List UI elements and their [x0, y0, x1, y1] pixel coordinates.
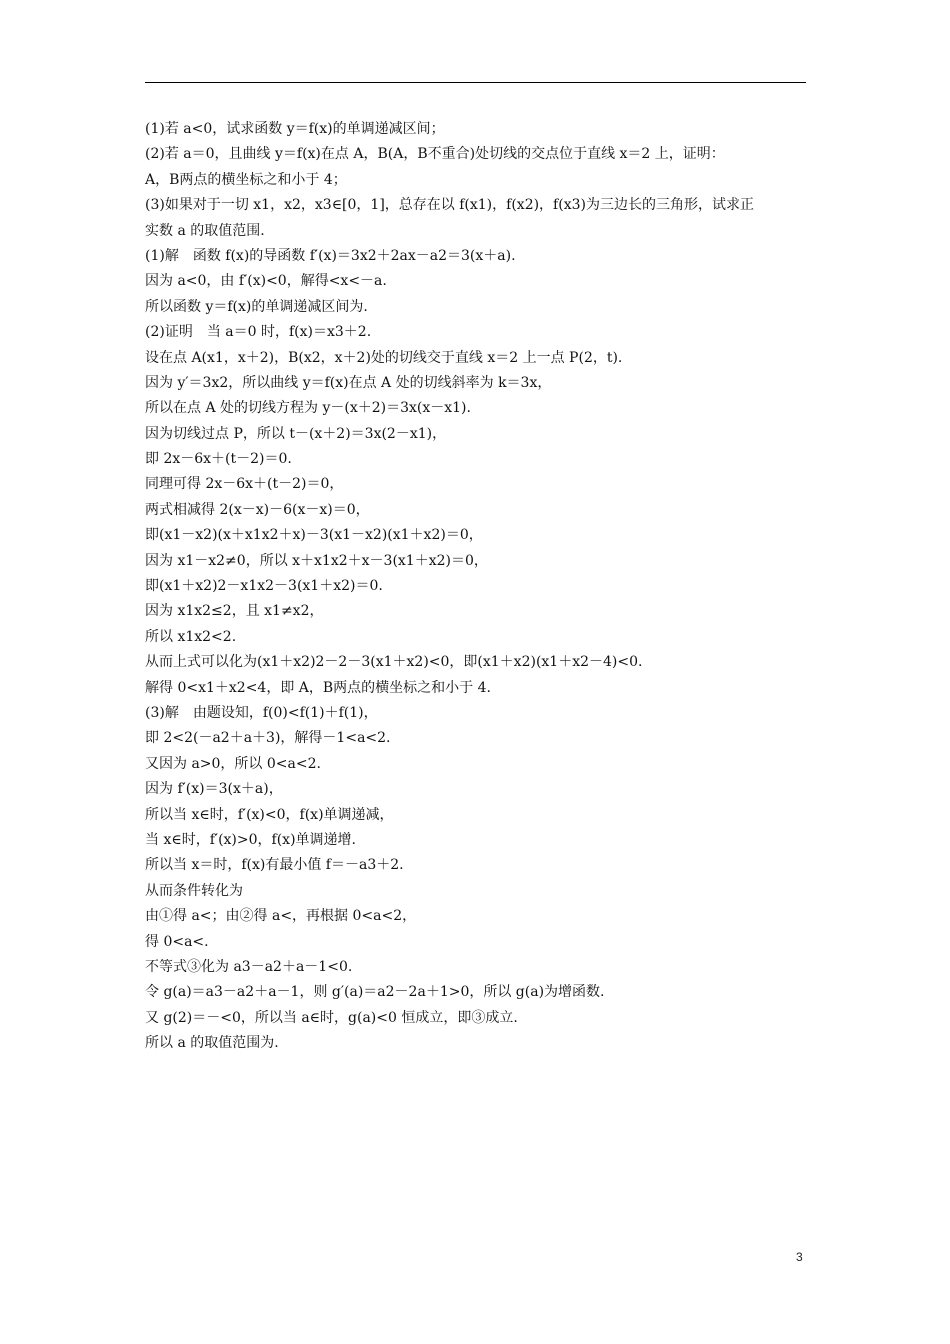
text-line: 从而上式可以化为(x1＋x2)2－2－3(x1＋x2)<0，即(x1＋x2)(x1＋x2－4)<0.: [145, 654, 643, 671]
text-line: 因为 y′＝3x2，所以曲线 y＝f(x)在点 A 处的切线斜率为 k＝3x，: [145, 374, 552, 391]
text-line: 所以当 x∈时，f′(x)<0，f(x)单调递减，: [145, 806, 394, 823]
text-line: 所以当 x＝时，f(x)有最小值 f＝－a3＋2.: [145, 857, 404, 874]
text-line: 所以 a 的取值范围为.: [145, 1035, 279, 1052]
text-line: (3)解 由题设知，f(0)<f(1)＋f(1)，: [145, 704, 378, 721]
text-line: 得 0<a<.: [145, 933, 209, 950]
text-line: 设在点 A(x1，x＋2)，B(x2，x＋2)处的切线交于直线 x＝2 上一点 P(2，t).: [145, 349, 623, 366]
text-line: 同理可得 2x－6x＋(t－2)＝0，: [145, 476, 344, 493]
text-line: 即 2<2(－a2＋a＋3)，解得－1<a<2.: [145, 730, 391, 747]
text-line: 因为切线过点 P，所以 t－(x＋2)＝3x(2－x1)，: [145, 425, 447, 442]
text-line: (2)若 a＝0，且曲线 y＝f(x)在点 A，B(A，B不重合)处切线的交点位于直线 x＝2 上，证明：: [145, 146, 725, 163]
text-line: 因为 a<0，由 f′(x)<0，解得<x<－a.: [145, 273, 387, 290]
text-line: A，B两点的横坐标之和小于 4；: [145, 171, 347, 188]
text-line: (1)若 a<0，试求函数 y＝f(x)的单调递减区间；: [145, 121, 445, 137]
text-line: 又 g(2)＝－<0，所以当 a∈时，g(a)<0 恒成立，即③成立.: [145, 1009, 518, 1026]
text-line: (2)证明 当 a＝0 时，f(x)＝x3＋2.: [145, 324, 372, 341]
text-line: 所以 x1x2<2.: [145, 628, 237, 645]
text-line: 由①得 a<；由②得 a<，再根据 0<a<2，: [145, 908, 417, 925]
solution-text: [145, 117, 815, 1056]
text-line: 实数 a 的取值范围.: [145, 222, 265, 239]
text-line: 令 g(a)＝a3－a2＋a－1，则 g′(a)＝a2－2a＋1>0，所以 g(a)为增函数.: [145, 984, 605, 1001]
text-line: (3)如果对于一切 x1，x2，x3∈[0，1]，总存在以 f(x1)，f(x2)，f(x3)为三边长的三角形，试求正: [145, 197, 754, 214]
text-line: 两式相减得 2(x－x)－6(x－x)＝0，: [145, 501, 370, 518]
text-line: (1)解 函数 f(x)的导函数 f′(x)＝3x2＋2ax－a2＝3(x＋a).: [145, 247, 516, 264]
text-line: 又因为 a>0，所以 0<a<2.: [145, 755, 321, 772]
text-line: 所以函数 y＝f(x)的单调递减区间为.: [145, 298, 368, 315]
text-line: 即 2x－6x＋(t－2)＝0.: [145, 451, 292, 468]
text-line: 所以在点 A 处的切线方程为 y－(x＋2)＝3x(x－x1).: [145, 400, 471, 417]
text-line: 因为 f′(x)＝3(x＋a)，: [145, 781, 283, 798]
text-line: 即(x1＋x2)2－x1x2－3(x1＋x2)＝0.: [145, 578, 383, 595]
text-line: 因为 x1x2≤2，且 x1≠x2，: [145, 603, 324, 620]
text-line: 即(x1－x2)(x＋x1x2＋x)－3(x1－x2)(x1＋x2)＝0，: [145, 527, 483, 544]
text-line: 不等式③化为 a3－a2＋a－1<0.: [145, 958, 353, 975]
page-number: 3: [796, 1250, 803, 1264]
header-rule: [145, 82, 806, 83]
text-line: 当 x∈时，f′(x)>0，f(x)单调递增.: [145, 831, 356, 848]
text-line: 从而条件转化为: [145, 882, 243, 899]
text-line: 解得 0<x1＋x2<4，即 A，B两点的横坐标之和小于 4.: [145, 679, 491, 696]
text-line: 因为 x1－x2≠0，所以 x＋x1x2＋x－3(x1＋x2)＝0，: [145, 552, 488, 569]
